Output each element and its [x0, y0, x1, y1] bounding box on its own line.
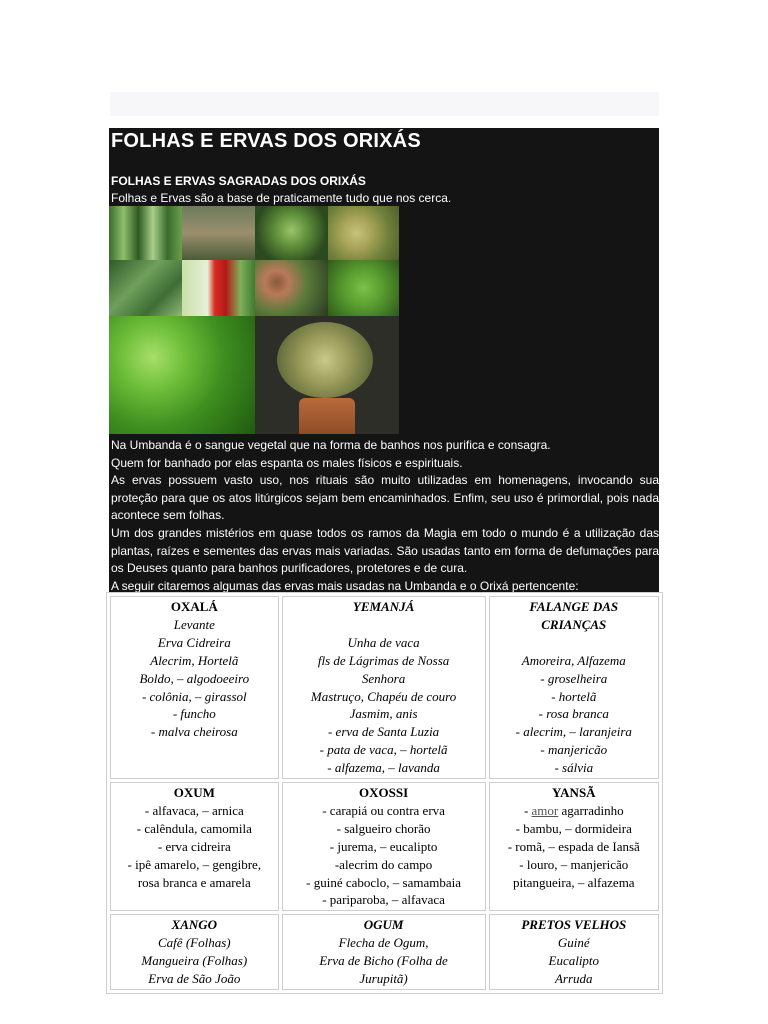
herb-item: - bambu, – dormideira	[515, 820, 632, 836]
photo-thyme-pot	[255, 316, 399, 434]
herb-item: - salgueiro chorão	[336, 820, 431, 836]
herb-item: Erva de São João	[148, 971, 241, 987]
table-row	[110, 596, 659, 779]
herb-item	[285, 616, 483, 634]
herb-item: - pata de vaca, – hortelã	[319, 742, 448, 758]
body-paragraph: As ervas possuem vasto uso, nos rituais são muito utilizadas em homenagens, invocando sua proteção para que os atos litúrgicos sejam bem encaminhados. Enfim, seu uso é primordial, pois nada acontece sem folhas.	[111, 473, 659, 523]
photo-chives	[109, 206, 182, 260]
herb-item: - calêndula, camomila	[136, 820, 252, 836]
page-title: FOLHAS E ERVAS DOS ORIXÁS	[111, 130, 421, 152]
table-cell-oxum	[110, 782, 279, 911]
table-cell-yemanja	[282, 596, 486, 779]
herb-item: - malva cheirosa	[150, 724, 238, 740]
table-cell-yansa	[489, 782, 659, 911]
herb-item: Alecrim, Hortelã	[150, 652, 239, 668]
herb-item: - hortelã	[551, 688, 597, 704]
herb-item: - rosa branca	[538, 706, 609, 722]
herb-item: Eucalipto	[548, 953, 600, 969]
cell-heading: OXOSSI	[359, 785, 409, 801]
cell-heading: CRIANÇAS	[541, 616, 607, 632]
herb-item: Boldo, – algodoeeiro	[139, 670, 250, 686]
cell-heading: YEMANJÁ	[352, 599, 415, 614]
table-cell-xango	[110, 914, 279, 990]
cell-heading: OXALÁ	[170, 599, 218, 614]
article-panel	[109, 128, 659, 593]
herb-item: - guiné caboclo, – samambaia	[306, 874, 461, 890]
herb-item: Erva de Bicho (Folha de	[319, 953, 448, 969]
photo-sprouts	[255, 260, 328, 316]
herb-item: rosa branca e amarela	[137, 874, 251, 890]
herb-item: Jasmim, anis	[349, 706, 418, 722]
herb-item: Levante	[173, 616, 215, 632]
herb-item: pitangueira, – alfazema	[512, 874, 635, 890]
herb-item: Senhora	[361, 670, 406, 686]
herb-item: Arruda	[554, 971, 593, 987]
herb-item	[492, 634, 656, 652]
herb-item: - ipê amarelo, – gengibre,	[127, 856, 262, 872]
herb-item: - pariparoba, – alfavaca	[322, 892, 445, 908]
herb-item: - alfazema, – lavanda	[327, 760, 440, 776]
photo-basil	[255, 206, 328, 260]
body-paragraph: A seguir citaremos algumas das ervas mais usadas na Umbanda e o Orixá pertencente:	[111, 578, 579, 593]
herb-item: fls de Lágrimas de Nossa	[317, 652, 450, 668]
herb-item: Erva Cidreira	[157, 634, 231, 650]
section-subtitle: FOLHAS E ERVAS SAGRADAS DOS ORIXÁS	[111, 174, 366, 188]
cell-heading: FALANGE DAS	[529, 599, 619, 614]
table-cell-oxala	[110, 596, 279, 779]
herb-item: Mastruço, Chapéu de couro	[310, 688, 457, 704]
herb-item: - jurema, – eucalipto	[329, 838, 438, 854]
table-cell-ogum	[282, 914, 486, 990]
table-row	[110, 914, 659, 990]
photo-dill	[328, 206, 399, 260]
herb-item: - manjericão	[540, 742, 608, 758]
herb-item: Unha de vaca	[347, 634, 420, 650]
table-cell-pretos-velhos	[489, 914, 659, 990]
cell-heading: OGUM	[363, 917, 404, 933]
photo-rosemary	[109, 260, 182, 316]
herb-item: Mangueira (Folhas)	[141, 953, 248, 969]
cell-heading: YANSÃ	[551, 785, 596, 801]
herb-item: - erva cidreira	[157, 838, 231, 854]
body-paragraph: Quem for banhado por elas espanta os males físicos e espirituais.	[111, 455, 463, 470]
herb-item	[492, 802, 656, 820]
photo-parsley	[109, 316, 255, 434]
cell-heading: OXUM	[173, 785, 215, 801]
herb-item: - groselheira	[540, 670, 608, 686]
cell-heading: PRETOS VELHOS	[521, 917, 627, 933]
herb-item: Guiné	[557, 935, 590, 951]
herb-item: - carapiá ou contra erva	[322, 802, 445, 818]
article-body	[111, 437, 659, 595]
herb-photo-collage	[109, 206, 399, 434]
herb-item: - louro, – manjericão	[519, 856, 629, 872]
herb-item: Flecha de Ogum,	[338, 935, 429, 951]
photo-red-pepper	[182, 260, 255, 316]
body-paragraph: Na Umbanda é o sangue vegetal que na forma de banhos nos purifica e consagra.	[111, 438, 551, 452]
herb-item: - romã, – espada de Iansã	[507, 838, 640, 854]
table-cell-oxossi	[282, 782, 486, 911]
herb-item: - alfavaca, – arnica	[144, 802, 244, 818]
herb-item: Amoreira, Alfazema	[521, 652, 626, 668]
herb-suffix: agarradinho	[558, 802, 624, 818]
top-bar	[110, 92, 659, 116]
photo-oregano	[328, 260, 399, 316]
herb-item: -alecrim do campo	[334, 856, 433, 872]
orixa-herbs-table	[106, 592, 663, 994]
herb-item: - funcho	[172, 706, 216, 722]
amor-link[interactable]: amor	[531, 802, 559, 818]
photo-garden-bed	[182, 206, 255, 260]
cell-heading: XANGO	[171, 917, 218, 933]
table-row	[110, 782, 659, 911]
body-paragraph: Um dos grandes mistérios em quase todos os ramos da Magia em todo o mundo é a utilização das plantas, raízes e sementes das ervas mais variadas. São usadas tanto em forma de defumações para os Deuses quanto para banhos purificadores, protetores e de cura.	[111, 525, 659, 576]
table-cell-criancas	[489, 596, 659, 779]
herb-item: - colônia, – girassol	[141, 688, 247, 704]
herb-prefix: -	[523, 802, 532, 818]
herb-item: - erva de Santa Luzia	[327, 724, 440, 740]
herb-item: - sálvia	[554, 760, 594, 776]
herb-item: Jurupitã)	[359, 971, 408, 987]
intro-text: Folhas e Ervas são a base de praticamente tudo que nos cerca.	[111, 191, 452, 205]
herb-item: - alecrim, – laranjeira	[515, 724, 632, 740]
herb-item: Cafê (Folhas)	[158, 935, 231, 951]
